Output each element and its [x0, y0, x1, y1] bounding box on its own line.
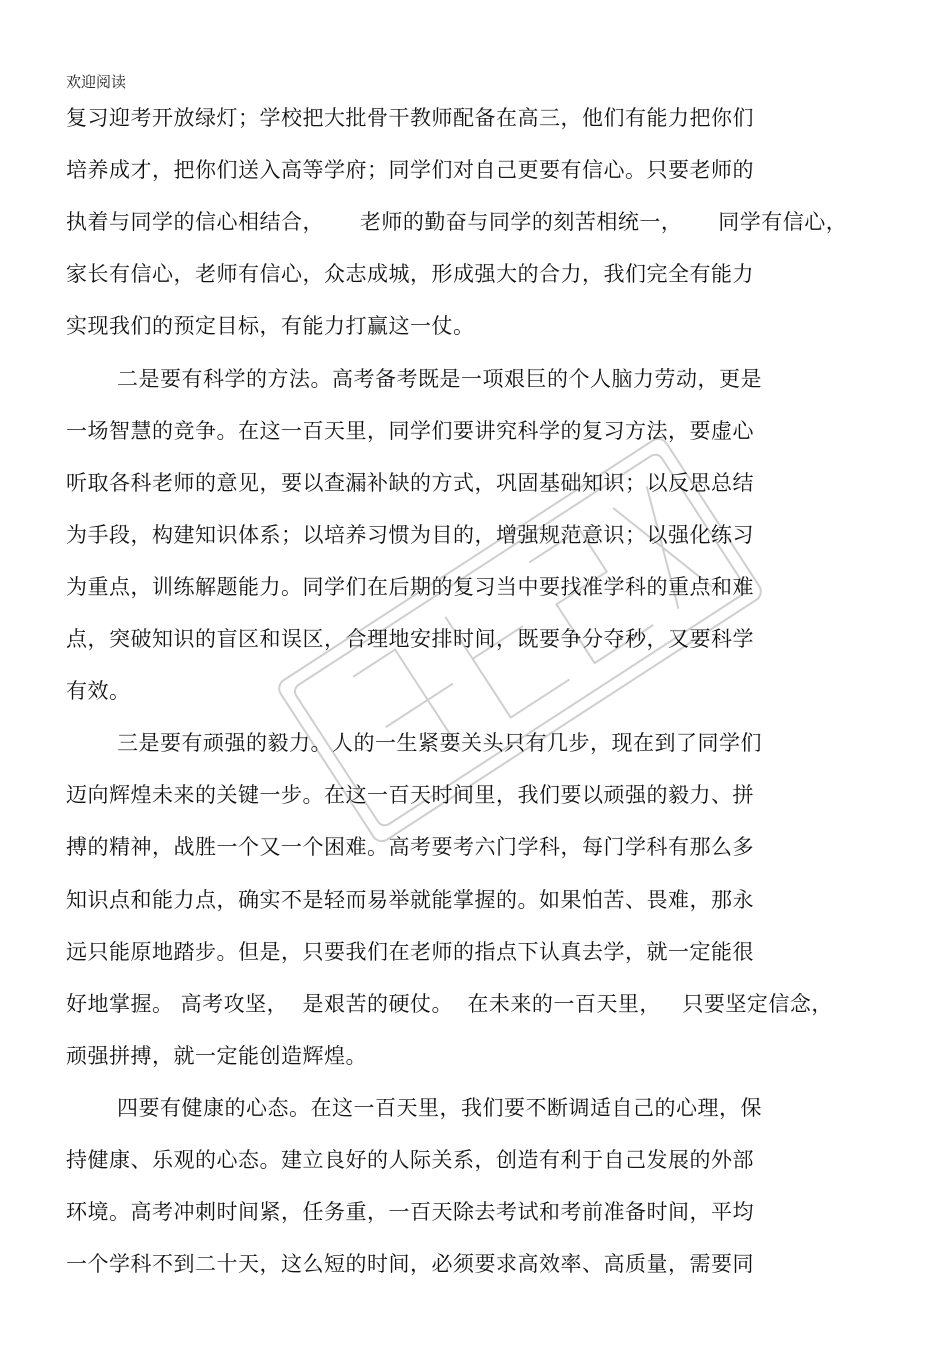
text-line: 一场智慧的竞争。在这一百天里，同学们要讲究科学的复习方法，要虚心 — [66, 418, 754, 443]
text-line: 环境。高考冲刺时间紧，任务重，一百天除去考试和考前准备时间，平均 — [66, 1200, 754, 1225]
text-line: 三是要有顽强的毅力。人的一生紧要关头只有几步，现在到了同学们 — [117, 731, 762, 756]
text-line: 实现我们的预定目标，有能力打赢这一仗。 — [66, 314, 475, 339]
text-line: 迈向辉煌未来的关键一步。在这一百天时间里，我们要以顽强的毅力、拼 — [66, 783, 754, 808]
text-line: 点，突破知识的盲区和误区，合理地安排时间，既要争分夺秒，又要科学 — [66, 627, 754, 651]
page-header: 欢迎阅读 — [66, 73, 127, 91]
text-line: 二是要有科学的方法。高考备考既是一项艰巨的个人脑力劳动，更是 — [117, 366, 762, 391]
text-line: 为重点，训练解题能力。同学们在后期的复习当中要找准学科的重点和难 — [66, 574, 754, 599]
text-line: 家长有信心，老师有信心，众志成城，形成强大的合力，我们完全有能力 — [66, 262, 754, 287]
text-line: 顽强拼搏，就一定能创造辉煌。 — [66, 1043, 367, 1068]
text-line: 为手段，构建知识体系；以培养习惯为目的，增强规范意识；以强化练习 — [66, 522, 754, 547]
text-line: 复习迎考开放绿灯；学校把大批骨干教师配备在高三，他们有能力把你们 — [66, 106, 754, 130]
text-line: 一个学科不到二十天，这么短的时间，必须要求高效率、高质量，需要同 — [66, 1252, 754, 1277]
text-line: 远只能原地踏步。但是，只要我们在老师的指点下认真去学，就一定能很 — [66, 939, 754, 964]
text-line: 知识点和能力点，确实不是轻而易举就能掌握的。如果怕苦、畏难，那永 — [66, 887, 754, 912]
text-line: 听取各科老师的意见，要以查漏补缺的方式，巩固基础知识；以反思总结 — [66, 470, 754, 495]
text-line: 好地掌握。 高考攻坚， 是艰苦的硬仗。 在未来的一百天里， 只要坚定信念， — [66, 991, 833, 1016]
text-line: 执着与同学的信心相结合， 老师的勤奋与同学的刻苦相统一， 同学有信心， — [66, 210, 848, 235]
text-line: 搏的精神，战胜一个又一个困难。高考要考六门学科，每门学科有那么多 — [66, 835, 754, 860]
text-line: 培养成才，把你们送入高等学府；同学们对自己更要有信心。只要老师的 — [66, 158, 754, 183]
text-line: 有效。 — [66, 679, 131, 704]
text-line: 四要有健康的心态。在这一百天里，我们要不断调适自己的心理，保 — [117, 1095, 762, 1120]
text-line: 持健康、乐观的心态。建立良好的人际关系，创造有利于自己发展的外部 — [66, 1148, 754, 1172]
